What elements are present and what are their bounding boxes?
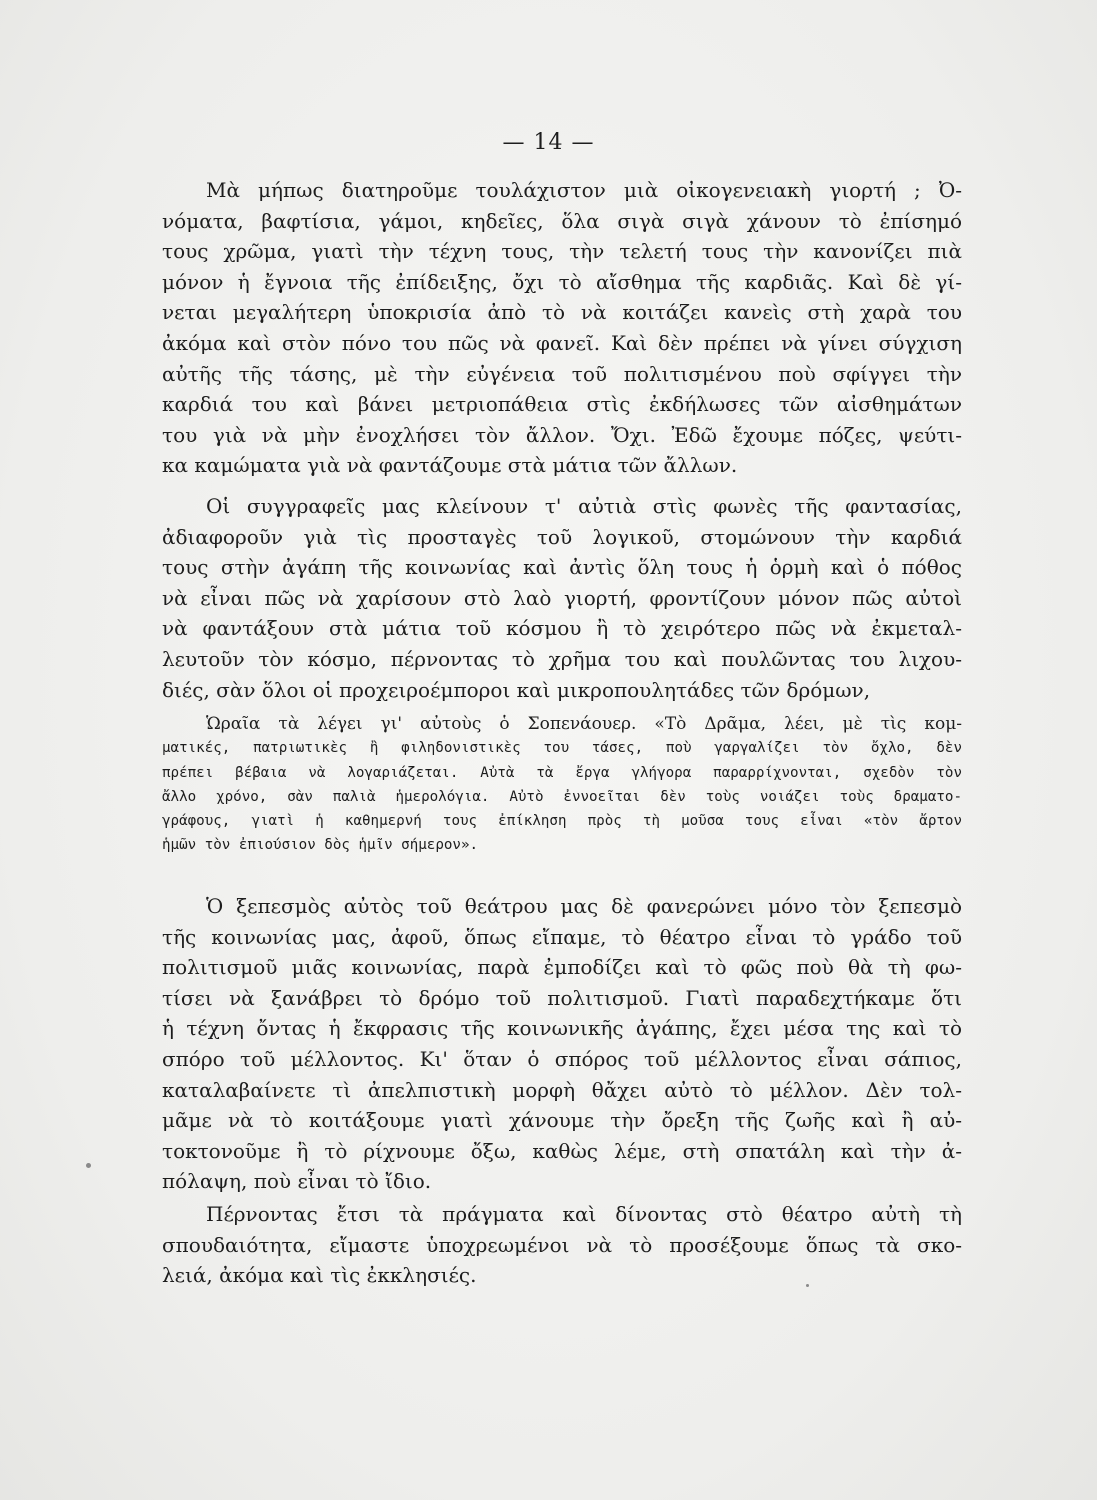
text-line: μᾶμε νὰ τὸ κοιτάξουμε γιατὶ χάνουμε τὴν ὄρεξη τῆς ζωῆς καὶ ἢ αὐ- [162, 1108, 962, 1133]
text-line: διές, σὰν ὅλοι οἱ προχειροέμποροι καὶ μικροπουλητάδες τῶν δρόμων, [162, 677, 871, 702]
text-line: ματικές, πατριωτικὲς ἢ φιληδονιστικὲς του τάσες, ποὺ γαργαλίζει τὸν ὄχλο, δὲν [162, 740, 962, 757]
text-line: ἀδιαφοροῦν γιὰ τὶς προσταγὲς τοῦ λογικοῦ, στομώνουν τὴν καρδιά [162, 524, 962, 549]
page-number: — 14 — [502, 130, 595, 155]
paragraph-3 [162, 891, 962, 1197]
text-line: πρέπει βέβαια νὰ λογαριάζεται. Αὐτὰ τὰ ἔργα γλήγορα παραρρίχνονται, σχεδὸν τὸν [162, 764, 962, 781]
text-line: τους χρῶμα, γιατὶ τὴν τέχνη τους, τὴν τελετή τους τὴν κανονίζει πιὰ [162, 239, 962, 264]
text-line: τους στὴν ἀγάπη τῆς κοινωνίας καὶ ἀντὶς ὅλη τους ἡ ὁρμὴ καὶ ὁ πόθος [162, 555, 962, 580]
paper-speck [806, 1284, 809, 1287]
text-line: νόματα, βαφτίσια, γάμοι, κηδεῖες, ὅλα σιγὰ σιγὰ χάνουν τὸ ἐπίσημό [162, 208, 962, 233]
text-line: πόλαψη, ποὺ εἶναι τὸ ἴδιο. [162, 1169, 432, 1194]
text-line: καταλαβαίνετε τὶ ἀπελπιστικὴ μορφὴ θἄχει αὐτὸ τὸ μέλλον. Δὲν τολ- [162, 1077, 962, 1102]
text-line: τῆς κοινωνίας μας, ἀφοῦ, ὅπως εἴπαμε, τὸ θέατρο εἶναι τὸ γράδο τοῦ [162, 924, 962, 949]
text-line: τοκτονοῦμε ἢ τὸ ρίχνουμε ὄξω, καθὼς λέμε, στὴ σπατάλη καὶ τὴν ἀ- [162, 1138, 962, 1163]
text-line: του γιὰ νὰ μὴν ἐνοχλήσει τὸν ἄλλον. Ὄχι. Ἐδῶ ἔχουμε πόζες, ψεύτι- [162, 422, 962, 447]
text-line: καρδιά του καὶ βάνει μετριοπάθεια στὶς ἐκδήλωσες τῶν αἰσθημάτων [162, 392, 962, 417]
text-line: τίσει νὰ ξανάβρει τὸ δρόμο τοῦ πολιτισμοῦ. Γιατὶ παραδεχτήκαμε ὅτι [162, 985, 962, 1010]
text-line: σπόρο τοῦ μέλλοντος. Κι' ὅταν ὁ σπόρος τοῦ μέλλοντος εἶναι σάπιος, [162, 1046, 962, 1071]
text-line: ἡμῶν τὸν ἐπιούσιον δὸς ἡμῖν σήμερον». [162, 837, 479, 854]
text-line: σπουδαιότητα, εἴμαστε ὑποχρεωμένοι νὰ τὸ προσέξουμε ὅπως τὰ σκο- [162, 1232, 962, 1257]
text-line: νὰ φαντάξουν στὰ μάτια τοῦ κόσμου ἢ τὸ χειρότερο πῶς νὰ ἐκμεταλ- [162, 616, 962, 641]
text-line: Οἱ συγγραφεῖς μας κλείνουν τ' αὐτιὰ στὶς φωνὲς τῆς φαντασίας, [206, 494, 962, 518]
paragraph-2 [162, 491, 962, 705]
text-line: Πέρνοντας ἔτσι τὰ πράγματα καὶ δίνοντας στὸ θέατρο αὐτὴ τὴ [206, 1202, 962, 1226]
text-line: κα καμώματα γιὰ νὰ φαντάζουμε στὰ μάτια τῶν ἄλλων. [162, 453, 738, 478]
text-line: Ὁ ξεπεσμὸς αὐτὸς τοῦ θεάτρου μας δὲ φανερώνει μόνο τὸν ξεπεσμὸ [206, 894, 962, 918]
text-line: λειά, ἀκόμα καὶ τὶς ἐκκλησιές. [162, 1263, 477, 1288]
text-line: μόνον ἡ ἔγνοια τῆς ἐπίδειξης, ὄχι τὸ αἴσθημα τῆς καρδιᾶς. Καὶ δὲ γί- [162, 269, 962, 294]
text-line: αὐτῆς τῆς τάσης, μὲ τὴν εὐγένεια τοῦ πολιτισμένου ποὺ σφίγγει τὴν [162, 361, 962, 386]
text-line: ἡ τέχνη ὄντας ἡ ἔκφρασις τῆς κοινωνικῆς ἀγάπης, ἔχει μέσα της καὶ τὸ [162, 1016, 962, 1041]
text-line: Ὡραῖα τὰ λέγει γι' αὐτοὺς ὁ Σοπενάουερ. «Τὸ Δρᾶμα, λέει, μὲ τὶς κομ- [206, 714, 962, 734]
paragraph-4 [162, 1199, 962, 1291]
footnote-quote [162, 712, 962, 858]
paragraph-1 [162, 175, 962, 481]
text-line: πολιτισμοῦ μιᾶς κοινωνίας, παρὰ ἐμποδίζει καὶ τὸ φῶς ποὺ θὰ τὴ φω- [162, 955, 962, 980]
text-line: ἀκόμα καὶ στὸν πόνο του πῶς νὰ φανεῖ. Καὶ δὲν πρέπει νὰ γίνει σύγχιση [162, 330, 962, 355]
text-line: νεται μεγαλήτερη ὑποκρισία ἀπὸ τὸ νὰ κοιτάζει κανεὶς στὴ χαρὰ του [162, 300, 962, 325]
text-line: ἄλλο χρόνο, σὰν παλιὰ ἡμερολόγια. Αὐτὸ ἐννοεῖται δὲν τοὺς νοιάζει τοὺς δραματο- [162, 788, 962, 805]
text-line: λευτοῦν τὸν κόσμο, πέρνοντας τὸ χρῆμα του καὶ πουλῶντας του λιχου- [162, 646, 962, 671]
text-line: νὰ εἶναι πῶς νὰ χαρίσουν στὸ λαὸ γιορτή, φροντίζουν μόνον πῶς αὐτοὶ [162, 585, 962, 610]
paper-speck [86, 1163, 91, 1168]
text-line: Μὰ μήπως διατηροῦμε τουλάχιστον μιὰ οἰκογενειακὴ γιορτή ; Ὀ- [206, 178, 962, 202]
text-line: γράφους, γιατὶ ἡ καθημερνή τους ἐπίκληση πρὸς τὴ μοῦσα τους εἶναι «τὸν ἄρτον [162, 813, 962, 830]
